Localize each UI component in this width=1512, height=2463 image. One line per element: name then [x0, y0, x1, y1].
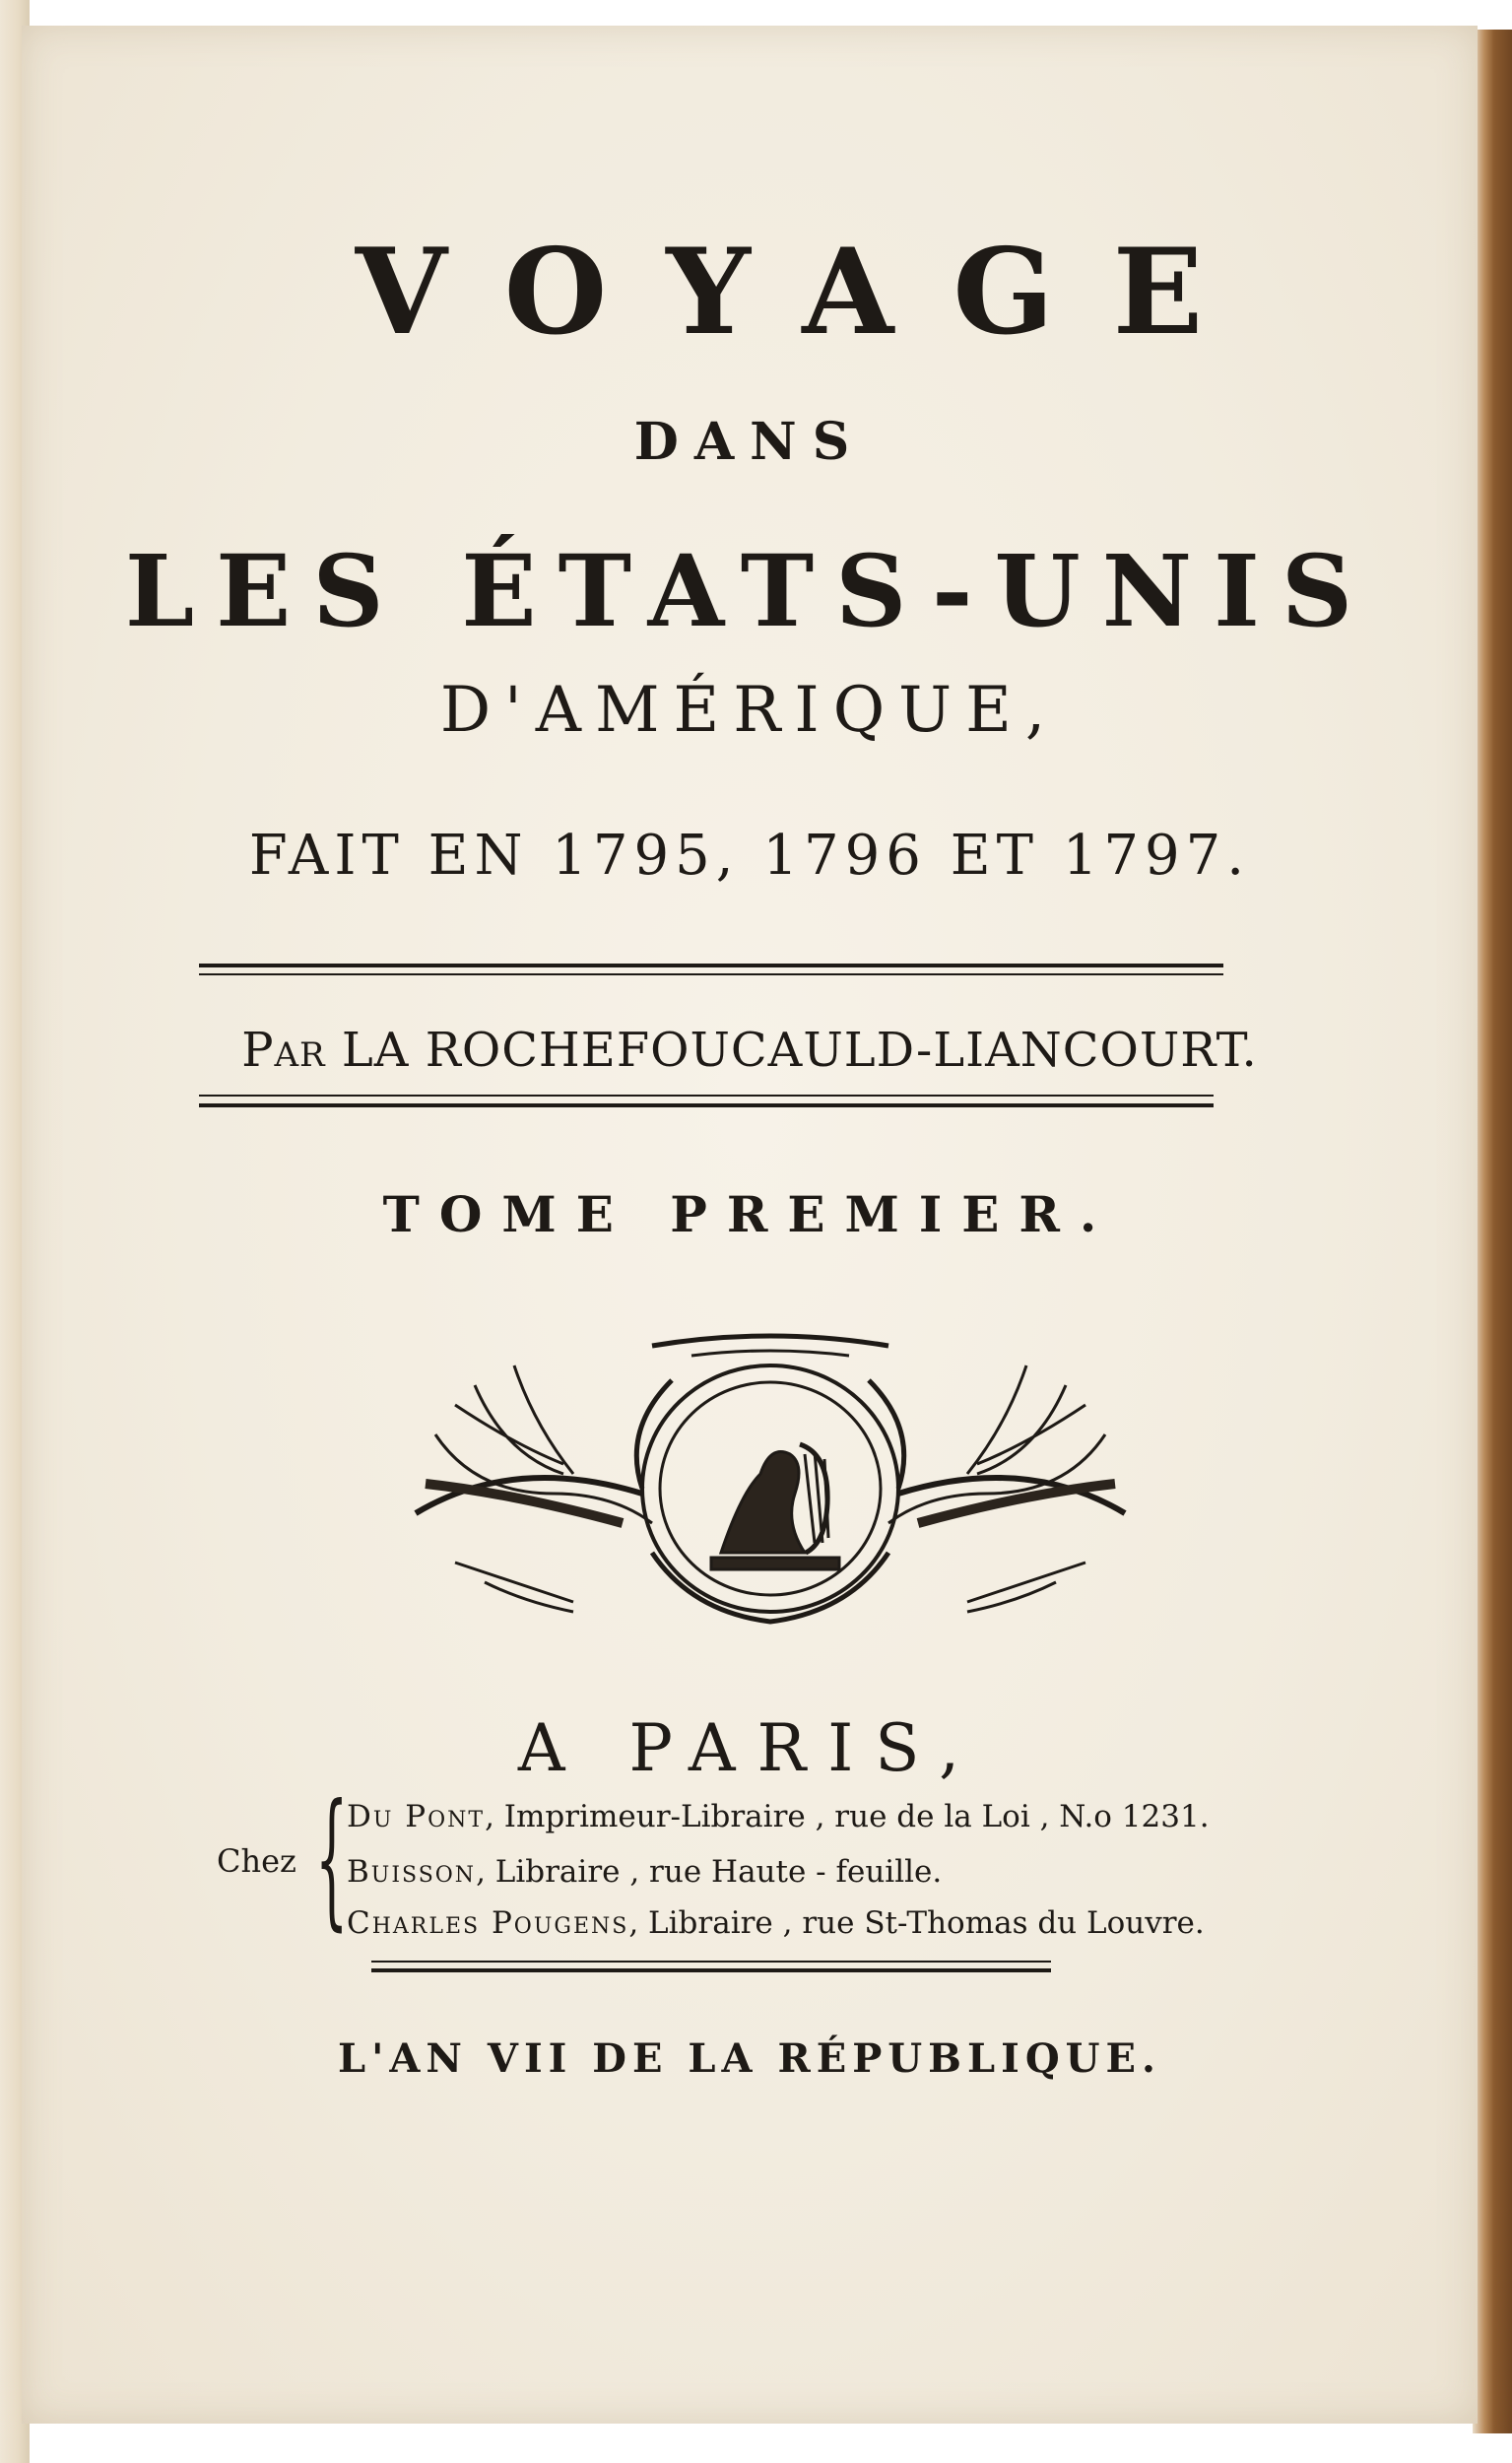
publisher-line	[347, 1905, 1205, 1941]
title-line-2: DANS	[633, 412, 866, 472]
top-rule-thick	[199, 964, 1223, 967]
publisher-line	[347, 1799, 1210, 1834]
engraved-vignette-icon	[396, 1326, 1145, 1641]
publisher-name: Charles Pougens	[347, 1905, 629, 1941]
imprint-date: L'AN VII DE LA RÉPUBLIQUE.	[338, 2035, 1161, 2082]
title-line-4: D'AMÉRIQUE,	[439, 674, 1060, 747]
chez-label: Chez	[217, 1842, 296, 1880]
book-spine	[1473, 30, 1512, 2433]
imprint-place: A PARIS,	[517, 1710, 982, 1786]
curly-brace-icon: {	[315, 1773, 349, 1945]
title-line-3: LES ÉTATS-UNIS	[124, 533, 1375, 649]
author-line	[22, 1023, 1478, 1078]
publisher-name: Du Pont	[347, 1799, 486, 1834]
title-line-1: VOYAGE	[355, 223, 1263, 362]
middle-rule-thick	[199, 1103, 1214, 1107]
publisher-detail: , Libraire , rue Haute - feuille.	[476, 1854, 943, 1890]
author-prefix: Par	[241, 1023, 326, 1078]
middle-rule-thin	[199, 1095, 1214, 1097]
bottom-rule-thick	[371, 1968, 1051, 1972]
volume-label: TOME PREMIER.	[382, 1185, 1117, 1243]
title-page	[22, 26, 1478, 2424]
top-rule-thin	[199, 973, 1223, 975]
author-name: LA ROCHEFOUCAULD-LIANCOURT.	[341, 1023, 1258, 1078]
bottom-rule-thin	[371, 1961, 1051, 1963]
title-line-5: FAIT EN 1795, 1796 ET 1797.	[248, 824, 1251, 888]
publisher-line	[347, 1854, 942, 1890]
publisher-detail: , Imprimeur-Libraire , rue de la Loi , N.o 1231.	[485, 1799, 1210, 1834]
publisher-name: Buisson	[347, 1854, 477, 1890]
publisher-detail: , Libraire , rue St-Thomas du Louvre.	[628, 1905, 1205, 1941]
